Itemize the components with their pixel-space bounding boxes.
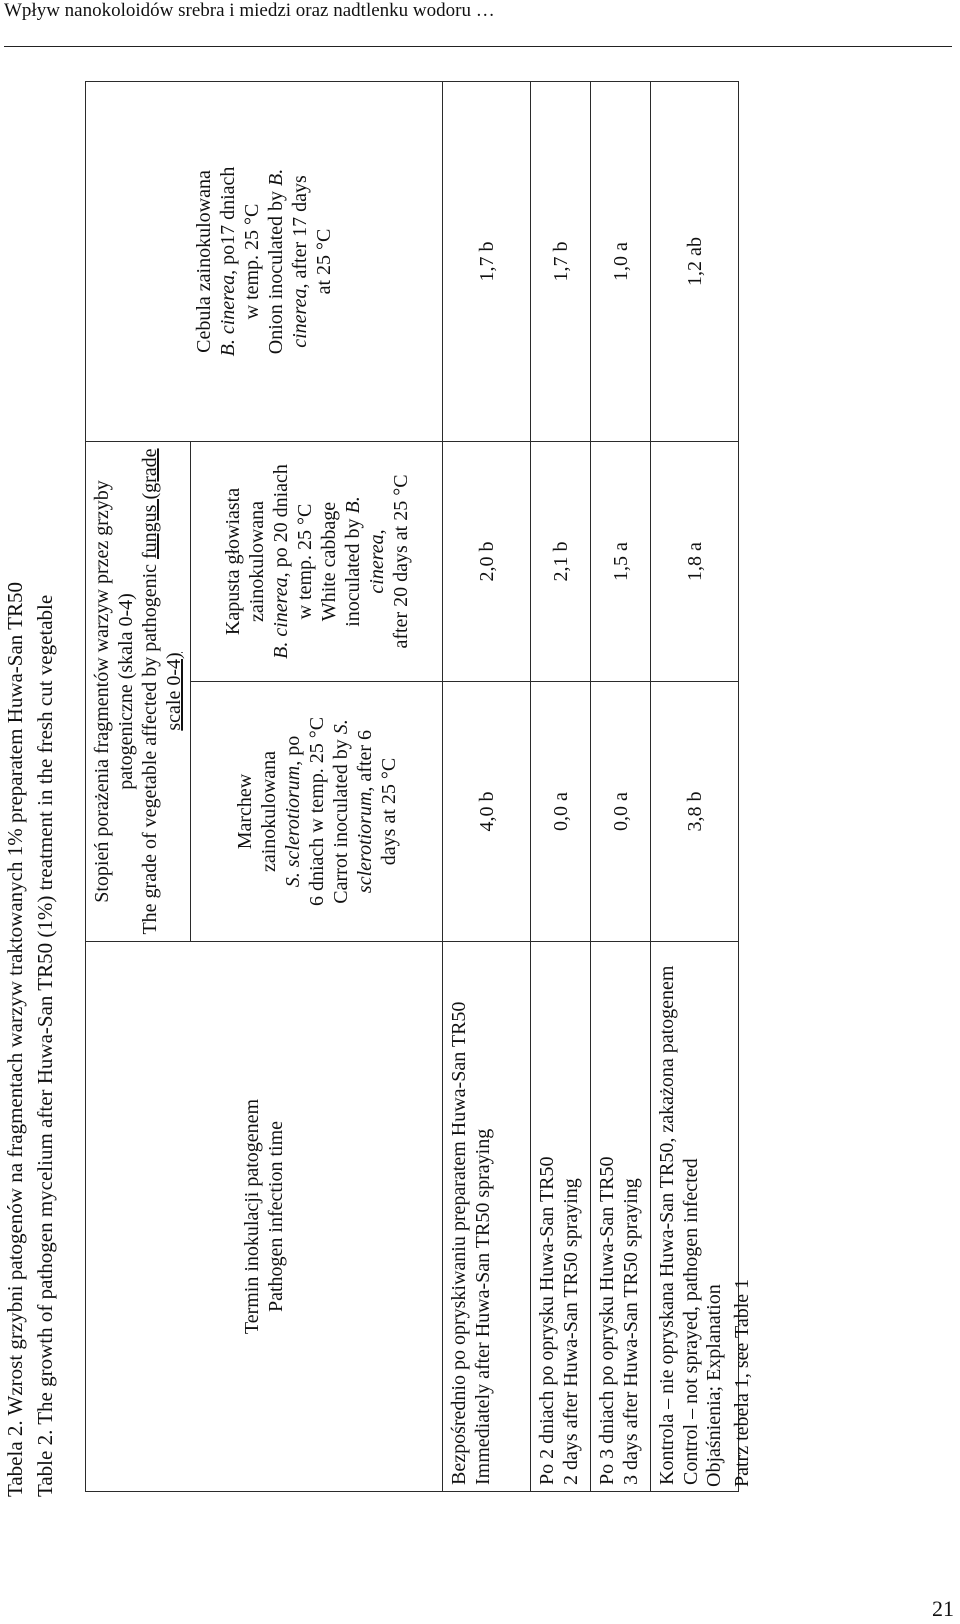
onion-line-5 (288, 88, 312, 435)
onion-line-4-text: Onion inoculated by (265, 185, 287, 355)
page-number: 21 (932, 1596, 954, 1621)
row-term (591, 942, 651, 1492)
carrot-line-2: zainokulowana (257, 750, 280, 873)
onion-line-3: w temp. 25 °C (241, 203, 263, 320)
col-carrot-header (191, 682, 443, 942)
carrot-line-7: days at 25 °C (377, 757, 400, 866)
row-term (531, 942, 591, 1492)
table-container (85, 82, 739, 1492)
cabbage-value: 2,0 b (443, 441, 531, 681)
carrot-value: 0,0 a (591, 682, 651, 942)
cabbage-line-3-rest: , po 20 dniach (269, 464, 292, 578)
onion-line-2-rest: , po17 dniach (217, 166, 239, 275)
results-table (85, 81, 739, 1492)
row-term-en: 2 days after Huwa-San TR50 spraying (560, 1178, 582, 1485)
carrot-line-5-italic: S. (329, 719, 352, 735)
carrot-value: 3,8 b (651, 682, 739, 942)
running-title: Wpływ nanokoloidów srebra i miedzi oraz nadtlenku wodoru … (4, 0, 495, 21)
row-term-pl: Bezpośrednio po opryskiwaniu preparatem Huwa-San TR50 (448, 1001, 470, 1485)
onion-value: 1,7 b (443, 81, 531, 441)
onion-line-2-italic: B. cinerea (217, 274, 239, 357)
carrot-line-1: Marchew (233, 773, 256, 850)
onion-value: 1,2 ab (651, 81, 739, 441)
grade-header-pl: Stopień porażenia fragmentów warzyw przez grzyby patogeniczne (skala 0-4) (91, 480, 137, 903)
row-term-pl: Kontrola – nie opryskana Huwa-San TR50, zakażona patogenem (656, 965, 678, 1485)
row-term-en: Control – not sprayed, pathogen infected (680, 1158, 702, 1485)
cabbage-line-6 (341, 448, 365, 675)
onion-value: 1,0 a (591, 81, 651, 441)
carrot-line-3-rest: , po (281, 735, 304, 766)
row-term-en: Immediately after Huwa-San TR50 spraying (472, 1128, 494, 1485)
row-term-pl: Po 2 dniach po oprysku Huwa-San TR50 (536, 1156, 558, 1485)
cabbage-line-7 (365, 448, 389, 675)
table-explanation (700, 1279, 756, 1487)
cabbage-line-8: after 20 days at 25 °C (389, 474, 412, 649)
explanation-line-2: Patrz tebela 1, see Table 1 (731, 1278, 753, 1487)
row-term (443, 942, 531, 1492)
cabbage-line-5: White cabbage (317, 501, 340, 622)
carrot-line-5 (329, 688, 353, 935)
row-term-en: 3 days after Huwa-San TR50 spraying (620, 1178, 642, 1485)
cabbage-value: 1,5 a (591, 441, 651, 681)
col-cabbage-header (191, 441, 443, 681)
term-header (86, 942, 443, 1492)
cabbage-value: 1,8 a (651, 441, 739, 681)
cabbage-line-3-italic: B. cinerea (269, 577, 292, 659)
cabbage-line-6-text: inoculated by (341, 513, 364, 627)
onion-line-6: at 25 °C (313, 228, 335, 295)
col-onion-header (86, 81, 443, 441)
caption-en: Table 2. The growth of pathogen mycelium after Huwa-San TR50 (1%) treatment in the fresh cut vegetable (33, 594, 57, 1497)
cabbage-line-4: w temp. 25 °C (293, 503, 316, 620)
grade-header-en (138, 448, 186, 935)
term-header-pl: Termin inokulacji patogenem (241, 1098, 263, 1335)
carrot-line-6-rest: , after 6 (353, 729, 376, 792)
onion-value: 1,7 b (531, 81, 591, 441)
carrot-line-6-italic: sclerotiorum (353, 791, 376, 894)
term-header-en: Pathogen infection time (265, 1120, 287, 1313)
cabbage-line-7-italic: cinerea (365, 534, 388, 594)
carrot-line-5-text: Carrot inoculated by (329, 734, 352, 904)
table-row (531, 81, 591, 1491)
onion-line-4-italic: B. (265, 168, 287, 186)
cabbage-line-1: Kapusta głowiasta (221, 487, 244, 636)
onion-line-2 (216, 88, 240, 435)
table-row (443, 81, 531, 1491)
table-caption (0, 77, 60, 1497)
grade-header-en-underlined: fungus (grade scale 0-4) (139, 448, 185, 731)
carrot-line-3 (281, 688, 305, 935)
caption-pl: Tabela 2. Wzrost grzybni patogenów na fragmentach warzyw traktowanych 1% preparatem Huwa-San TR50 (3, 581, 27, 1497)
rotated-table-block (0, 77, 760, 1497)
carrot-line-3-italic: S. sclerotiorum (281, 765, 304, 888)
cabbage-value: 2,1 b (531, 441, 591, 681)
carrot-line-6 (353, 688, 377, 935)
row-term-pl: Po 3 dniach po oprysku Huwa-San TR50 (596, 1156, 618, 1485)
onion-line-5-rest: , after 17 days (289, 175, 311, 289)
carrot-line-4: 6 dniach w temp. 25 °C (305, 716, 328, 907)
explanation-line-1: Objaśnienia; Explanation (703, 1284, 725, 1487)
header-rule (4, 46, 952, 47)
cabbage-line-2: zainokulowana (245, 500, 268, 623)
grade-header-en-pre: The grade of vegetable affected by pathogenic (139, 558, 161, 935)
table-row (591, 81, 651, 1491)
onion-line-4 (264, 88, 288, 435)
grade-group-header (86, 441, 191, 941)
onion-line-5-italic: cinerea (289, 288, 311, 348)
onion-line-1: Cebula zainokulowana (193, 170, 215, 353)
cabbage-line-6-italic: B. (341, 496, 364, 514)
cabbage-line-3 (269, 448, 293, 675)
carrot-value: 4,0 b (443, 682, 531, 942)
cabbage-line-7-rest: , (365, 529, 388, 535)
carrot-value: 0,0 a (531, 682, 591, 942)
